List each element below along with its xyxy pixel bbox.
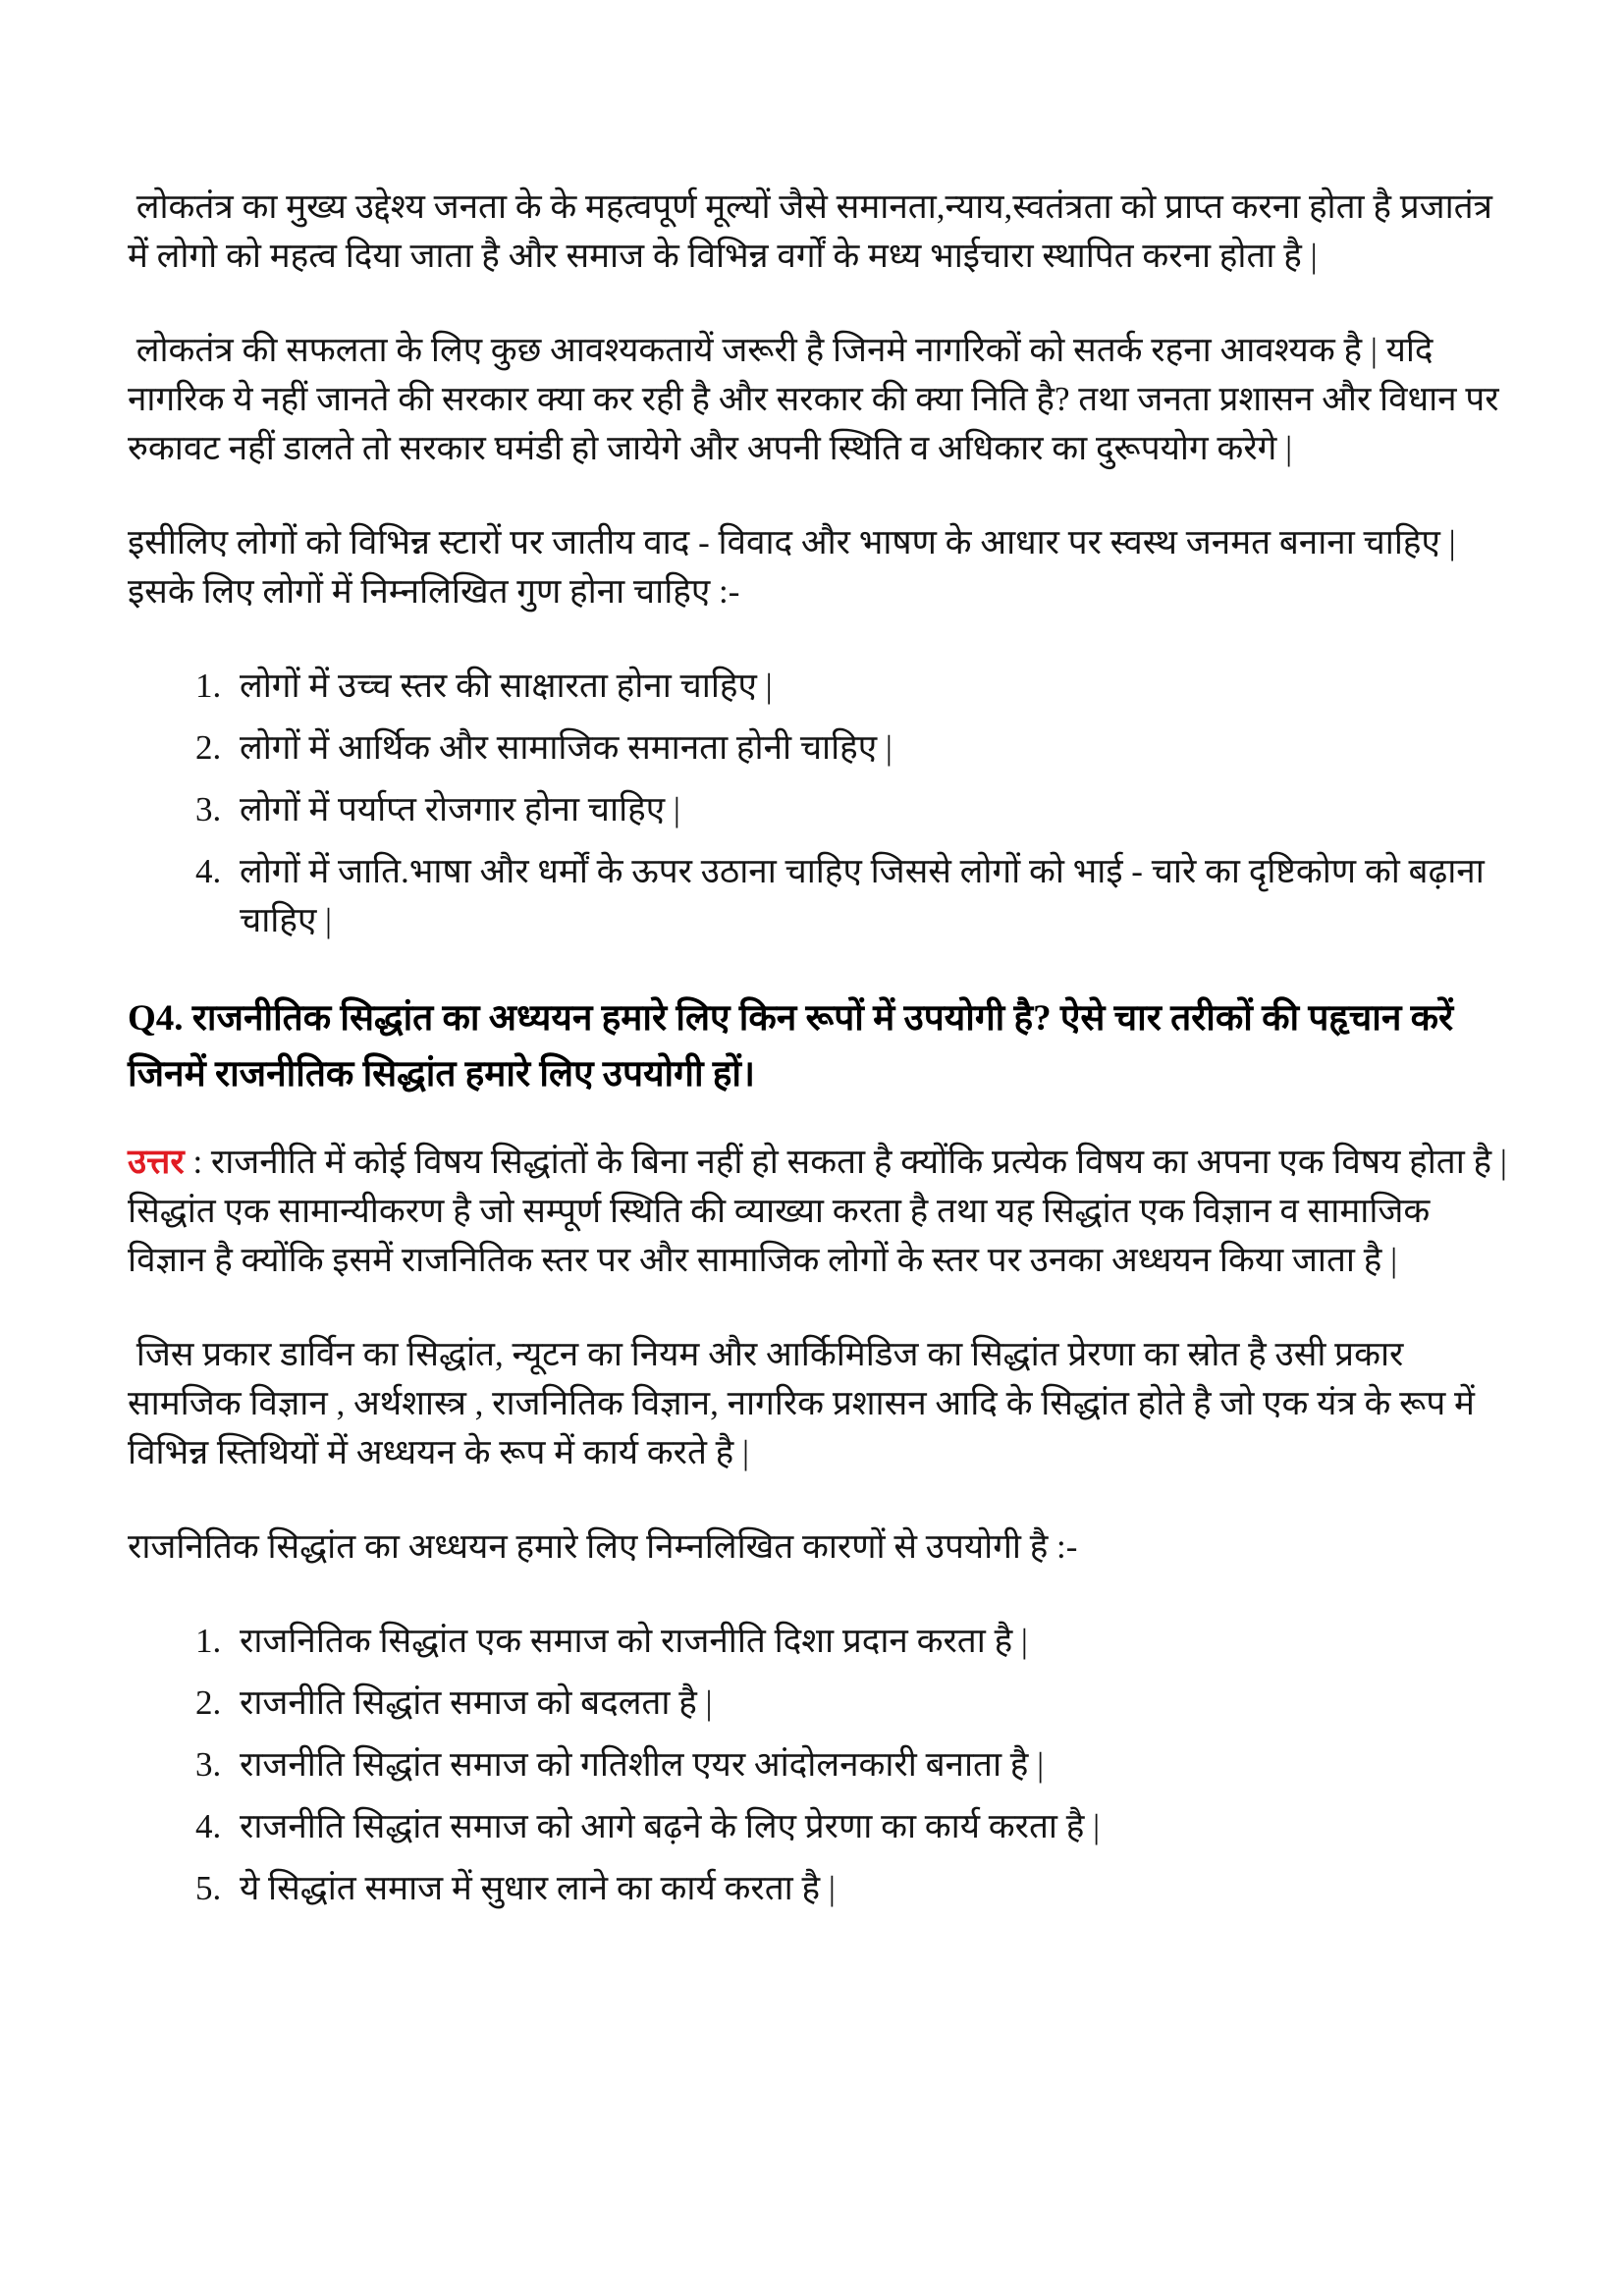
answer-separator: : bbox=[184, 1143, 211, 1181]
list-item: 4. लोगों में जाति.भाषा और धर्मों के ऊपर उठाना चाहिए जिससे लोगों को भाई - चारे का दृष्टिकोण को बढ़ाना चाहिए | bbox=[230, 847, 1513, 945]
list-item: 2. लोगों में आर्थिक और सामाजिक समानता होनी चाहिए | bbox=[230, 723, 1513, 773]
list-item: 4. राजनीति सिद्धांत समाज को आगे बढ़ने के लिए प्रेरणा का कार्य करता है | bbox=[230, 1802, 1513, 1851]
paragraph-usefulness-intro: राजनितिक सिद्धांत का अध्धयन हमारे लिए निम्नलिखित कारणों से उपयोगी है :- bbox=[128, 1527, 1078, 1566]
list-item: 1. राजनितिक सिद्धांत एक समाज को राजनीति दिशा प्रदान करता है | bbox=[230, 1617, 1513, 1666]
list-item: 3. लोगों में पर्याप्त रोजगार होना चाहिए | bbox=[230, 785, 1513, 834]
answer-text: राजनीति में कोई विषय सिद्धांतों के बिना नहीं हो सकता है क्योंकि प्रत्येक विषय का अपना एक विषय होता है | सिद्धांत एक सामान्यीकरण है जो सम्पूर्ण स्थिति की व्याख्या करता है तथा यह सिद्धांत एक विज्ञान व सामाजिक विज्ञान है क्योंकि इसमें राजनितिक स्तर पर और सामाजिक लोगों के स्तर पर उनका अध्धयन किया जाता है | bbox=[128, 1143, 1516, 1279]
paragraph-democracy-success: लोकतंत्र की सफलता के लिए कुछ आवश्यकतायें जरूरी है जिनमे नागरिकों को सतर्क रहना आवश्यक है | यदि नागरिक ये नहीं जानते की सरकार क्या कर रही है और सरकार की क्या निति है? तथा जनता प्रशासन और विधान पर रुकावट नहीं डालते तो सरकार घमंडी हो जायेगे और अपनी स्थिति व अधिकार का दुरूपयोग करेगे | bbox=[128, 331, 1508, 467]
list-item: 1. लोगों में उच्च स्तर की साक्षारता होना चाहिए | bbox=[230, 662, 1513, 711]
list-item: 2. राजनीति सिद्धांत समाज को बदलता है | bbox=[230, 1679, 1513, 1728]
answer-label: उत्तर bbox=[128, 1143, 185, 1181]
reasons-list bbox=[128, 1617, 1513, 1913]
paragraph-darwin-analogy: जिस प्रकार डार्विन का सिद्धांत, न्यूटन का नियम और आर्किमिडिज का सिद्धांत प्रेरणा का स्रोत है उसी प्रकार सामजिक विज्ञान , अर्थशास्त्र , राजनितिक विज्ञान, नागरिक प्रशासन आदि के सिद्धांत होते है जो एक यंत्र के रूप में विभिन्न स्तिथियों में अध्धयन के रूप में कार्य करते है | bbox=[128, 1335, 1484, 1471]
question-heading: Q4. राजनीतिक सिद्धांत का अध्ययन हमारे लिए किन रूपों में उपयोगी है? ऐसे चार तरीकों की पहृचान करें जिनमें राजनीतिक सिद्धांत हमारे लिए उपयोगी हों। bbox=[128, 998, 1463, 1095]
answer-paragraph bbox=[128, 1138, 1516, 1285]
paragraph-democracy-purpose: लोकतंत्र का मुख्य उद्देश्य जनता के के महत्वपूर्ण मूल्यों जैसे समानता,न्याय,स्वतंत्रता को प्राप्त करना होता है प्रजातंत्र में लोगो को महत्व दिया जाता है और समाज के विभिन्न वर्गों के मध्य भाईचारा स्थापित करना होता है | bbox=[128, 187, 1501, 275]
list-item: 3. राजनीति सिद्धांत समाज को गतिशील एयर आंदोलनकारी बनाता है | bbox=[230, 1740, 1513, 1789]
paragraph-public-opinion: इसीलिए लोगों को विभिन्न स्टारों पर जातीय वाद - विवाद और भाषण के आधार पर स्वस्थ जनमत बनाना चाहिए | इसके लिए लोगों में निम्नलिखित गुण होना चाहिए :- bbox=[128, 523, 1465, 611]
qualities-list bbox=[128, 662, 1513, 945]
list-item: 5. ये सिद्धांत समाज में सुधार लाने का कार्य करता है | bbox=[230, 1864, 1513, 1913]
